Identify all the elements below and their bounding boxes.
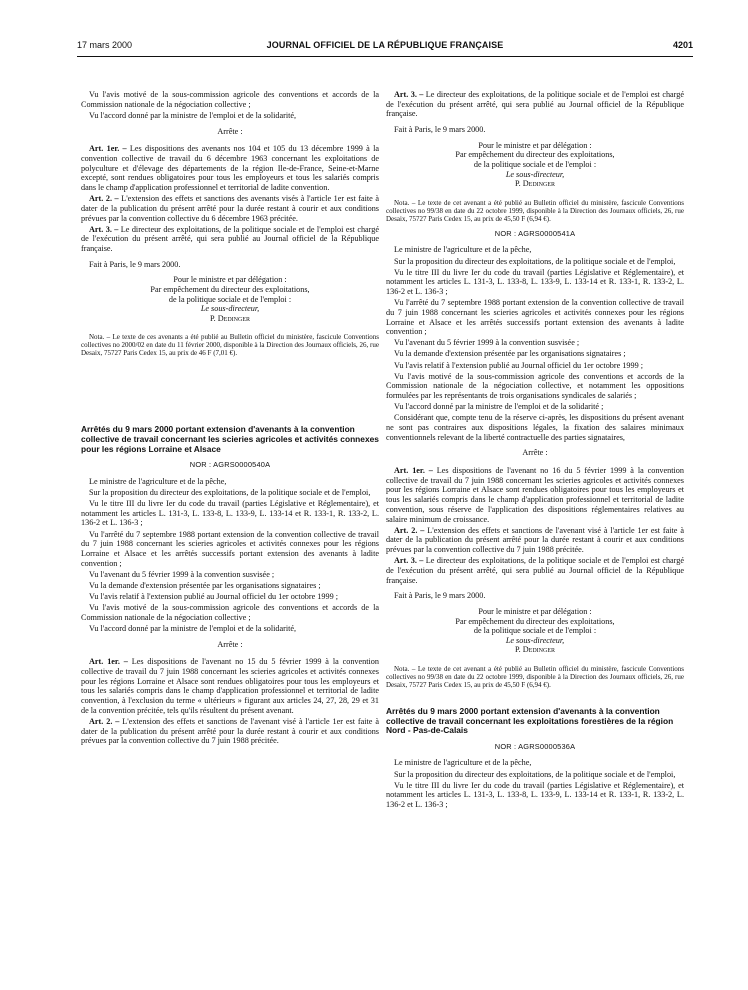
signature-name: P. Dedinger bbox=[210, 313, 250, 323]
article-text: Les dispositions des avenants nos 104 et 105 du 13 décembre 1999 à la convention collective de travail du 6 décembre 1963 concernant les exploitations de polyculture et d'élevage des départements de la région Ile-de-France, Seine-et-Marne excepté, sont rendues obligatoires pour tous les employeurs et tous les salariés compris dans le champ d'application professionnel et territorial de ladite convention. bbox=[81, 144, 379, 193]
header-rule bbox=[77, 56, 693, 57]
article-1 bbox=[81, 657, 379, 715]
paragraph: Vu l'accord donné par la ministre de l'emploi et de la solidarité ; bbox=[394, 402, 604, 412]
paragraph: Vu l'avis relatif à l'extension publié au Journal officiel du 1er octobre 1999 ; bbox=[394, 360, 643, 370]
nor-reference: NOR : AGRS0000540A bbox=[189, 460, 271, 470]
right-column bbox=[386, 90, 684, 811]
arrete-heading: Arrête : bbox=[217, 126, 243, 136]
signature-name: P. Dedinger bbox=[515, 645, 555, 655]
article-label: Art. 3. – bbox=[394, 556, 424, 566]
date-signed: Fait à Paris, le 9 mars 2000. bbox=[89, 259, 181, 269]
article-label: Art. 1er. – bbox=[89, 657, 128, 667]
article-2 bbox=[386, 526, 684, 555]
page-header bbox=[77, 40, 693, 54]
article-label: Art. 2. – bbox=[89, 194, 119, 204]
article-1 bbox=[386, 466, 684, 524]
paragraph: Sur la proposition du directeur des exploitations, de la politique sociale et de l'emploi, bbox=[394, 256, 676, 266]
article-3 bbox=[386, 90, 684, 119]
article-2 bbox=[81, 194, 379, 223]
paragraph: Vu l'accord donné par la ministre de l'emploi et de la solidarité, bbox=[89, 110, 297, 120]
article-2 bbox=[81, 717, 379, 746]
nor-reference: NOR : AGRS0000541A bbox=[494, 228, 576, 238]
signature-line: Par empêchement du directeur des exploitations, bbox=[455, 150, 615, 160]
section-title: Arrêtés du 9 mars 2000 portant extension d'avenants à la convention collective de travail concernant les scieries agricoles et activités connexes pour les régions Lorraine et Alsace bbox=[81, 424, 379, 454]
nota-note: Nota. – Le texte de cet avenant a été publié au Bulletin officiel du ministère, fascicule Conventions collectives no 99/38 en date du 22 octobre 1999, disponible à la Direction des Journaux officiels, 26, rue Desaix, 75727 Paris Cedex 15, au prix de 45,50 F (6,94 €). bbox=[386, 664, 684, 689]
article-text: Les dispositions de l'avenant no 16 du 5 février 1999 à la convention collective de travail du 7 juin 1988 concernant les scieries agricoles et activités connexes pour les régions Lorraine et Alsace sont rendues obligatoires pour tous les employeurs et tous les salariés compris dans le champ d'application professionnel et territorial de ladite convention, sous réserve de l'application des dispositions réglementaires relatives au salaire minimum de croissance. bbox=[386, 466, 684, 524]
paragraph: Vu le titre III du livre Ier du code du travail (parties Législative et Réglementaire), et notamment les articles L. 131-3, L. 133-8, L. 133-9, L. 133-14 et R. 133-1, R. 133-2, L. 136-2 et L. 136-3 ; bbox=[386, 780, 684, 810]
article-label: Art. 2. – bbox=[394, 525, 425, 535]
header-page-number: 4201 bbox=[672, 40, 693, 50]
spacer bbox=[386, 695, 684, 703]
header-journal-title: JOURNAL OFFICIEL DE LA RÉPUBLIQUE FRANÇAISE bbox=[266, 40, 504, 50]
paragraph: Vu l'avis motivé de la sous-commission agricole des conventions et accords de la Commission nationale de la négociation collective ; bbox=[81, 603, 379, 622]
date-signed: Fait à Paris, le 9 mars 2000. bbox=[394, 591, 486, 601]
left-column bbox=[81, 90, 379, 747]
section-title: Arrêtés du 9 mars 2000 portant extension d'avenants à la convention collective de travail concernant les exploitations forestières de la région Nord - Pas-de-Calais bbox=[386, 705, 674, 736]
paragraph: Vu la demande d'extension présentée par les organisations signataires ; bbox=[89, 580, 321, 590]
article-1 bbox=[81, 144, 379, 193]
header-date: 17 mars 2000 bbox=[77, 40, 133, 50]
article-text: L'extension des effets et sanctions des avenants visés à l'article 1er est faite à dater de la publication du présent arrêté pour la durée restant à courir et aux conditions prévues par la convention collective du 6 décembre 1963 précitée. bbox=[81, 194, 379, 223]
paragraph: Vu l'avenant du 5 février 1999 à la convention susvisée ; bbox=[89, 569, 275, 579]
signature-line: de la politique sociale et de l'emploi : bbox=[473, 160, 597, 169]
paragraph: Vu l'arrêté du 7 septembre 1988 portant extension de la convention collective de travail du 7 juin 1988 concernant les scieries agricoles et activités connexes pour les régions Lorraine et Alsace et les arrêtés successifs portant extension des avenants à ladite convention ; bbox=[81, 529, 379, 568]
paragraph: Vu l'avis motivé de la sous-commission agricole des conventions et accords de la Commission nationale de la négociation collective, et notamment les oppositions formulées par les représentants de trois organisations syndicales de salariés ; bbox=[386, 371, 684, 401]
paragraph: Vu la demande d'extension présentée par les organisations signataires ; bbox=[394, 349, 626, 359]
paragraph: Vu l'avenant du 5 février 1999 à la convention susvisée ; bbox=[394, 338, 580, 348]
article-text: Le directeur des exploitations, de la politique sociale et de l'emploi est chargé de l'exécution du présent arrêté, qui sera publié au Journal officiel de la République française. bbox=[81, 224, 379, 254]
paragraph: Vu l'avis relatif à l'extension publié au Journal officiel du 1er octobre 1999 ; bbox=[89, 591, 338, 601]
signature-line: Par empêchement du directeur des exploitations, bbox=[150, 285, 310, 295]
paragraph: Vu l'avis motivé de la sous-commission agricole des conventions et accords de la Commission nationale de la négociation collective ; bbox=[81, 90, 379, 109]
signature-line: Pour le ministre et par délégation : bbox=[478, 606, 592, 616]
signature-line: de la politique sociale et de l'emploi : bbox=[168, 294, 292, 304]
signature-name: P. Dedinger bbox=[515, 179, 555, 189]
article-text: Le directeur des exploitations, de la politique sociale et de l'emploi est chargé de l'exécution du présent arrêté, qui sera publié au Journal officiel de la République française. bbox=[386, 90, 684, 119]
nota-note: Nota. – Le texte de ces avenants a été publié au Bulletin officiel du ministère, fascicule Conventions collectives no 2000/02 en date du 11 février 2000, disponible à la Direction des Journaux officiels, 26, rue Desaix, 75727 Paris Cedex 15, au prix de 46 F (7,01 €). bbox=[81, 333, 379, 358]
paragraph: Vu l'accord donné par la ministre de l'emploi et de la solidarité, bbox=[89, 623, 297, 633]
article-label: Art. 3. – bbox=[89, 224, 119, 234]
article-label: Art. 3. – bbox=[394, 90, 424, 99]
spacer bbox=[81, 363, 379, 421]
arrete-heading: Arrête : bbox=[522, 448, 548, 458]
article-3 bbox=[386, 556, 684, 585]
paragraph: Sur la proposition du directeur des exploitations, de la politique sociale et de l'emploi, bbox=[89, 487, 371, 497]
paragraph: Considérant que, compte tenu de la réserve ci-après, les dispositions du présent avenant ne sont pas contraires aux dispositions légales, la fixation des salaires minimaux conventionnels relevant de la liberté contractuelle des parties signataires, bbox=[386, 413, 684, 442]
signature-line: Par empêchement du directeur des exploitations, bbox=[455, 616, 615, 626]
article-text: L'extension des effets et sanctions de l'avenant visé à l'article 1er est faite à dater de la publication du présent arrêté pour la durée restant à courir et aux conditions prévues par la convention collective du 7 juin 1988 précitée. bbox=[386, 525, 684, 555]
paragraph: Le ministre de l'agriculture et de la pêche, bbox=[394, 245, 532, 255]
article-label: Art. 1er. – bbox=[394, 466, 433, 476]
paragraph: Vu l'arrêté du 7 septembre 1988 portant extension de la convention collective de travail du 7 juin 1988 concernant les scieries agricoles et activités connexes pour les régions Lorraine et Alsace et les arrêtés successifs portant extension des avenants à ladite convention ; bbox=[386, 298, 684, 337]
signature-line: Pour le ministre et par délégation : bbox=[478, 140, 592, 150]
paragraph: Vu le titre III du livre Ier du code du travail (parties Législative et Réglementaire), et notamment les articles L. 131-3, L. 133-8, L. 133-9, L. 133-14 et R. 133-1, R. 133-2, L. 136-2 et L. 136-3 ; bbox=[81, 499, 379, 528]
signature-title: Le sous-directeur, bbox=[505, 169, 565, 179]
paragraph: Vu le titre III du livre Ier du code du travail (parties Législative et Réglementaire), et notamment les articles L. 131-3, L. 133-8, L. 133-9, L. 133-14 et R. 133-1, R. 133-2, L. 136-2 et L. 136-3 ; bbox=[386, 267, 684, 297]
paragraph: Le ministre de l'agriculture et de la pêche, bbox=[394, 758, 532, 768]
article-text: Les dispositions de l'avenant no 15 du 5 février 1999 à la convention collective de travail du 7 juin 1988 concernant les scieries agricoles et activités connexes pour les régions Lorraine et Alsace sont rendues obligatoires pour tous les employeurs et tous les salariés compris dans le champ d'application professionnel et territorial de ladite convention, à l'exclusion du terme « ultérieurs » figurant aux articles 24, 27, 28, 29 et 31 de la convention précitée, tels qu'ils résultent du présent avenant. bbox=[81, 657, 379, 715]
paragraph: Le ministre de l'agriculture et de la pêche, bbox=[89, 476, 227, 486]
nor-reference: NOR : AGRS0000536A bbox=[494, 741, 576, 751]
signature-line: de la politique sociale et de l'emploi : bbox=[473, 626, 597, 636]
arrete-heading: Arrête : bbox=[217, 639, 243, 649]
nota-note: Nota. – Le texte de cet avenant a été publié au Bulletin officiel du ministère, fascicule Conventions collectives no 99/38 en date du 22 octobre 1999, disponible à la Direction des Journaux officiels, 26, rue Desaix, 75727 Paris Cedex 15, au prix de 45,50 F (6,94 €). bbox=[386, 198, 684, 223]
signature-title: Le sous-directeur, bbox=[200, 304, 260, 314]
signature-line: Pour le ministre et par délégation : bbox=[173, 275, 287, 285]
article-label: Art. 1er. – bbox=[89, 144, 127, 154]
signature-title: Le sous-directeur, bbox=[505, 635, 565, 645]
article-text: Le directeur des exploitations, de la politique sociale et de l'emploi est chargé de l'exécution du présent arrêté, qui sera publié au Journal officiel de la République française. bbox=[386, 556, 684, 585]
article-3 bbox=[81, 225, 379, 254]
article-text: L'extension des effets et sanctions de l'avenant visé à l'article 1er est faite à dater de la publication du présent arrêté pour la durée restant à courir et aux conditions prévues par la convention collective du 7 juin 1988 précitée. bbox=[81, 716, 379, 746]
date-signed: Fait à Paris, le 9 mars 2000. bbox=[394, 125, 486, 135]
article-label: Art. 2. – bbox=[89, 716, 120, 726]
paragraph: Sur la proposition du directeur des exploitations, de la politique sociale et de l'emploi, bbox=[394, 769, 676, 779]
